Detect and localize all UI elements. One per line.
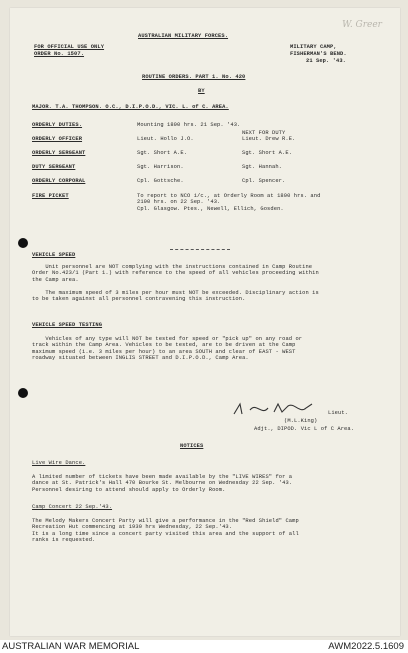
duty-value-0: Mounting 1800 hrs. 21 Sep. '43. [137,122,241,128]
concert-text: The Melody Makers Concert Party will give a performance in the "Red Shield" Camp Recreation Hut commencing at 1930 hrs Wednesday, 22 Sep.'43. It is a long time since a concert party visited this area and the support of all ranks is requested. [32,518,299,544]
duty-label-4: ORDERLY CORPORAL [32,178,86,184]
duty-next-3: Sgt. Hannah. [242,164,283,170]
duty-value-2: Sgt. Short A.E. [137,150,188,156]
signature-name: (M.L.King) [284,418,318,424]
header-left-line-2: ORDER No. 1507. [34,51,85,57]
signature-role: Lieut. [328,410,349,416]
notices-heading: NOTICES [180,443,204,449]
header-center: AUSTRALIAN MILITARY FORCES. [138,33,229,39]
duty-label-2: ORDERLY SERGEANT [32,150,86,156]
archive-footer [0,640,408,653]
duty-next-4: Cpl. Spencer. [242,178,286,184]
duty-value-4: Cpl. Gottsche. [137,178,184,184]
pencil-annotation: W. Greer [342,20,382,30]
section-divider [170,249,230,250]
document-sheet [10,8,400,636]
live-wire-text: A limited number of tickets have been made available by the "LIVE WIRES" for a dance at St. Patrick's Hall 470 Bourke St. Melbourne on Wednesday 22 Sep. '43. Personnel desiring to attend should apply to Orderly Room. [32,474,293,493]
duty-label-1: ORDERLY OFFICER [32,136,83,142]
header-right-line-3: 21 Sep. '43. [306,58,347,64]
punch-hole-bottom [18,388,28,398]
duty-next-1: NEXT FOR DUTY Lieut. Drew R.E. [242,130,296,143]
by-line: MAJOR. T.A. THOMPSON. O.C., D.I.P.O.D., VIC. L. of C. AREA. [32,104,229,110]
duty-next-2: Sgt. Short A.E. [242,150,293,156]
vehicle-speed-text: Unit personnel are NOT complying with the instructions contained in Camp Routine Order No.423/1 (Part 1.) with reference to the speed of all vehicles proceeding within the Camp area. The maximum speed of 3 miles per hour must NOT be exceeded. Disciplinary action is to be taken against all personnel contravening this instruction. [32,264,319,303]
handwritten-signature [230,400,330,420]
header-right-line-2: FISHERMAN'S BEND. [290,51,347,57]
orders-title: ROUTINE ORDERS. PART 1. No. 420 [142,74,246,80]
vehicle-testing-heading: VEHICLE SPEED TESTING [32,322,103,328]
footer-right: AWM2022.5.1609 [328,641,404,652]
signature-title: Adjt., DIPOD. Vic L of C Area. [254,426,355,432]
vehicle-speed-heading: VEHICLE SPEED [32,252,76,258]
duty-label-3: DUTY SERGEANT [32,164,76,170]
vehicle-testing-text: Vehicles of any type will NOT be tested for speed or "pick up" on any road or track within the Camp Area. Vehicles to be tested, are to be driven at the Camp maximum speed (i.e. 3 miles per hour) to an area SOUTH and clear of EAST - WEST roadway situated between INGLIS STREET and D.I.P.O.D., Camp Area. [32,336,303,362]
by-label: BY [198,88,205,94]
footer-left: AUSTRALIAN WAR MEMORIAL [2,641,140,652]
duty-label-0: ORDERLY DUTIES. [32,122,83,128]
fire-picket-text: To report to NCO i/c., at Orderly Room at 1800 hrs. and 2100 hrs. on 22 Sep. '43. Cpl. Glasgow. Ptes., Newell, Ellich, Gosden. [137,193,321,212]
duty-value-1: Lieut. Hollo J.O. [137,136,194,142]
punch-hole-top [18,238,28,248]
header-left-line-1: FOR OFFICIAL USE ONLY [34,44,105,50]
fire-picket-label: FIRE PICKET [32,193,69,199]
header-right-line-1: MILITARY CAMP, [290,44,337,50]
concert-heading: Camp Concert 22 Sep.'43. [32,504,113,510]
live-wire-heading: Live Wire Dance. [32,460,86,466]
duty-value-3: Sgt. Harrison. [137,164,184,170]
